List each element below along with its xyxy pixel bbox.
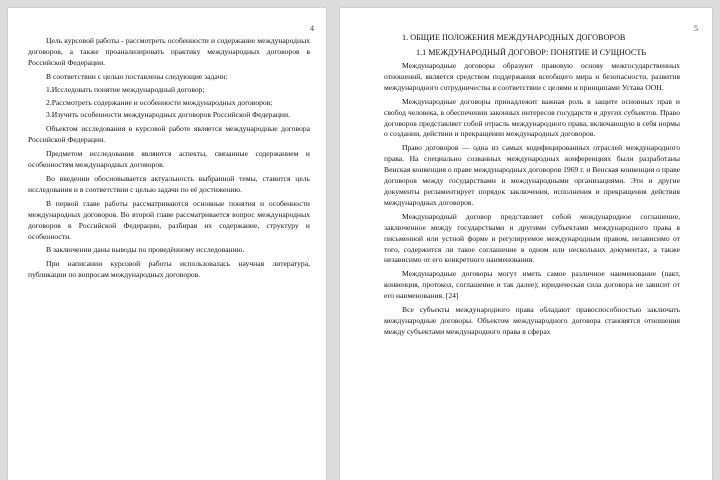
task-item-2: 2.Рассмотреть содержание и особенности международных договоров; xyxy=(46,97,273,107)
section-heading: 1.1 МЕЖДУНАРОДНЫЙ ДОГОВОР: ПОНЯТИЕ И СУЩНОСТЬ xyxy=(416,48,647,57)
paragraph-4: Международный договор представляет собой международное соглашение, заключенное между государствами и другими субъектами международного права в письменной или устной форме и регулируемое международным правом, независимо от того, содержится ли такое соглашение в одном или нескольких документах, а также независимо от его конкретного наименования. xyxy=(384,211,680,265)
paragraph-1: Международные договоры образуют правовую основу межгосударственных отношений, является средством поддержания всеобщего мира и безопасности, развития международного сотрудничества в соответствии с целями и принципами Устава ООН. xyxy=(384,61,680,92)
paragraph-chapters: В первой главе работы рассматриваются основные понятия и особенности международных договоров. Во второй главе рассматривается вопрос международных договоров в Российской Федерации, разбирая их содержание, структуру и особенности. xyxy=(28,198,310,241)
paragraph-literature: При написании курсовой работы использовалась научная литература, публикации по вопросам международных договоров. xyxy=(28,259,310,280)
page-body xyxy=(28,36,310,284)
task-item-3: 3.Изучить особенности международных договоров Российской Федерации. xyxy=(46,110,290,120)
document-page-5 xyxy=(340,8,712,480)
paragraph-2: Международные договоры принадлежит важная роль в защите основных прав и свобод человека, в обеспечении законных интересов государств и других субъектов. Право договоров представляет собой отрасль международного права, включающую в себя нормы о создании, действии и прекращении международных договоров. xyxy=(384,96,680,139)
paragraph-tasks-intro: В соответствии с целью поставлены следующие задачи: xyxy=(46,71,228,81)
paragraph-3: Право договоров — одна из самых кодифицированных отраслей международного права. На специально созванных международных конференциях были разработаны Венская конвенция о праве международных договоров 1969 г. и Венская конвенция о праве договоров между государствами и международными организациями. Эти и другие документы регламентирует порядок заключения, исполнения и прекращения действия международных договоров. xyxy=(384,143,680,207)
task-item-1: 1.Исследовать понятие международный договор; xyxy=(46,84,205,94)
paragraph-goal: Цель курсовой работы - рассмотреть особенности и содержание международных договоров, а также проанализировать практику международных договоров в Российской Федерации. xyxy=(28,36,310,67)
paragraph-6: Все субъекты международного права обладают правоспособностью заключать международные договоры. Объектом международного договора становятся отношения между субъектами международного права в сферах xyxy=(384,305,680,336)
paragraph-subject: Предметом исследования являются аспекты, связанные содержанием и особенностям международных договоров. xyxy=(28,149,310,170)
page-number: 4 xyxy=(310,24,314,33)
paragraph-introduction: Во введении обосновывается актуальность выбранной темы, ставится цель исследования и в соответствии с целью задачи по её достижению. xyxy=(28,173,310,194)
paragraph-object: Объектом исследования в курсовой работе является международные договора Российской Федерации. xyxy=(28,124,310,145)
document-page-4 xyxy=(8,8,326,480)
page-body xyxy=(384,32,680,341)
chapter-heading: 1. ОБЩИЕ ПОЛОЖЕНИЯ МЕЖДУНАРОДНЫХ ДОГОВОРОВ xyxy=(402,33,626,42)
paragraph-5: Международные договоры могут иметь самое различное наименование (пакт, конвенция, протокол, соглашение и так далее); юридическая сила договора не зависит от его наименования. [24] xyxy=(384,269,680,301)
page-number: 5 xyxy=(694,24,698,33)
paragraph-conclusion: В заключении даны выводы по проведённому исследованию. xyxy=(46,245,245,255)
